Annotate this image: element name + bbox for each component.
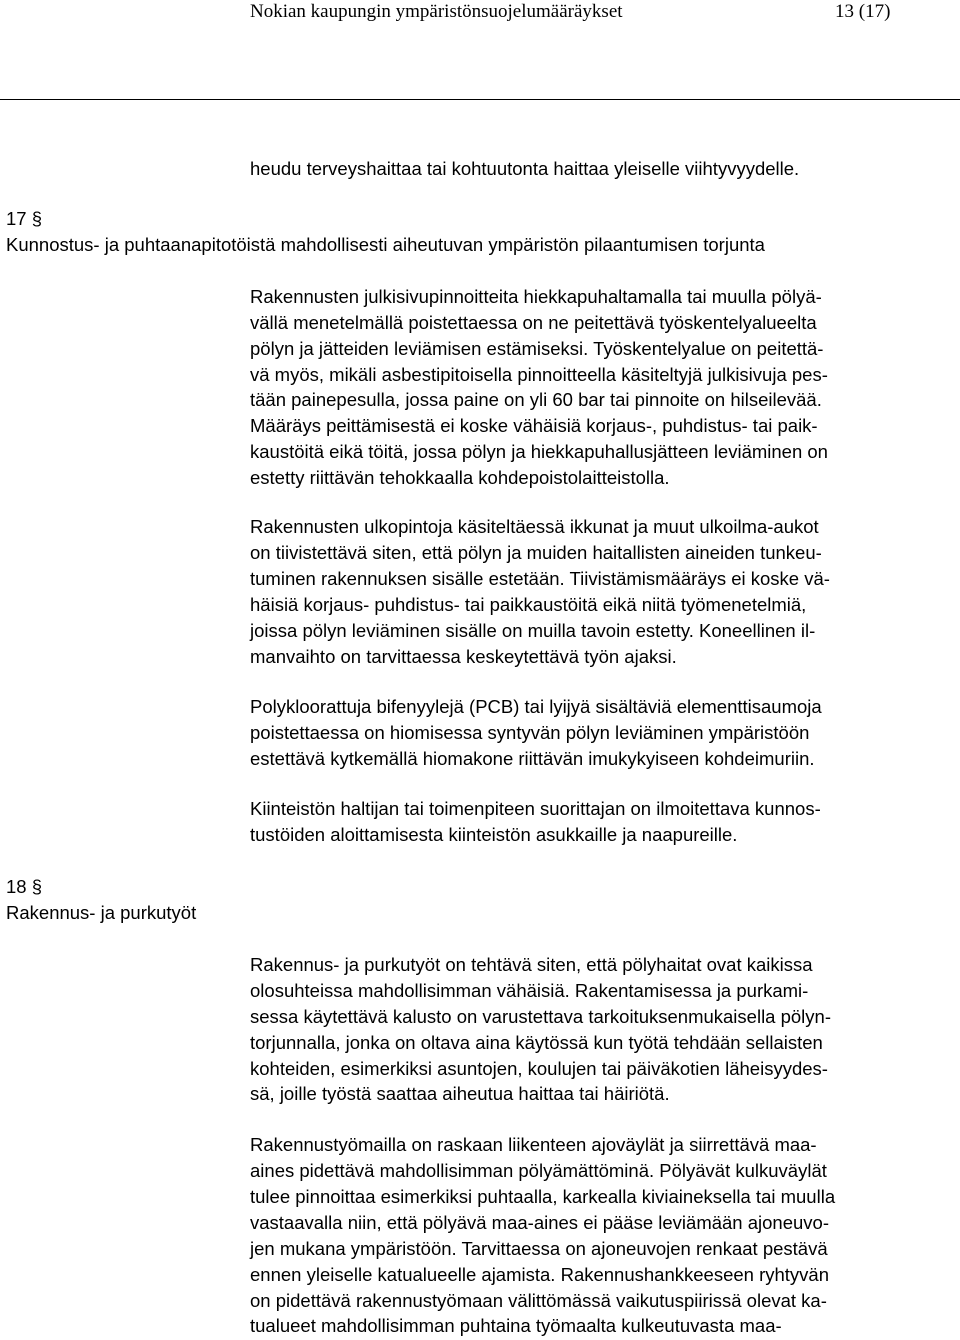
paragraph-line: manvaihto on tarvittaessa keskeytettävä työn ajaksi.	[250, 646, 677, 667]
paragraph-line: on tiivistettävä siten, että pölyn ja muiden haitallisten aineiden tunkeu-	[250, 542, 822, 563]
paragraph-line: ennen yleiselle katualueelle ajamista. Rakennushankkeeseen ryhtyvän	[250, 1264, 830, 1285]
paragraph-line: vä myös, mikäli asbestipitoisella pinnoitteella käsiteltyjä julkisivuja pes-	[250, 364, 828, 385]
paragraph-line: torjunnalla, jonka on oltava aina käytössä kun työtä tehdään sellaisten	[250, 1032, 823, 1053]
paragraph-line: sessa käytettävä kalusto on varustettava tarkoituksenmukaisella pölyn-	[250, 1006, 831, 1027]
paragraph-line: joissa pölyn leviäminen sisälle on muilla tavoin estetty. Koneellinen il-	[250, 620, 816, 641]
paragraph-line: tulee pinnoittaa esimerkiksi puhtaalla, karkealla kiviaineksella tai muulla	[250, 1186, 836, 1207]
paragraph-line: Rakennusten julkisivupinnoitteita hiekkapuhaltamalla tai muulla pölyä-	[250, 286, 822, 307]
paragraph-line: Rakennusten ulkopintoja käsiteltäessä ikkunat ja muut ulkoilma-aukot	[250, 516, 819, 537]
paragraph-line: Kiinteistön haltijan tai toimenpiteen suorittajan on ilmoitettava kunnos-	[250, 798, 821, 819]
header-divider	[0, 99, 960, 100]
section-17-number: 17 §	[6, 208, 43, 229]
page-number: 13 (17)	[835, 1, 891, 22]
paragraph-line: aines pidettävä mahdollisimman pölyämättöminä. Pölyävät kulkuväylät	[250, 1160, 827, 1181]
section-18-number: 18 §	[6, 876, 43, 897]
paragraph-line: sä, joille työstä saattaa aiheutua haittaa tai häiriötä.	[250, 1083, 670, 1104]
paragraph-line: tään painepesulla, jossa paine on yli 60 bar tai pinnoite on hilseilevää.	[250, 389, 822, 410]
paragraph-line: kaustöitä eikä töitä, jossa pölyn ja hiekkapuhallusjätteen leviäminen on	[250, 441, 828, 462]
intro-line: heudu terveyshaittaa tai kohtuutonta haittaa yleiselle viihtyvyydelle.	[250, 158, 800, 179]
paragraph-line: Rakennustyömailla on raskaan liikenteen ajoväylät ja siirrettävä maa-	[250, 1134, 817, 1155]
paragraph-line: tuminen rakennuksen sisälle estetään. Tiivistämismääräys ei koske vä-	[250, 568, 830, 589]
paragraph-line: Määräys peittämisestä ei koske vähäisiä korjaus-, puhdistus- tai paik-	[250, 415, 818, 436]
paragraph-line: vastaavalla niin, että pölyävä maa-aines ei pääse leviämään ajoneuvo-	[250, 1212, 829, 1233]
paragraph-line: häisiä korjaus- puhdistus- tai paikkaustöitä eikä niitä työmenetelmiä,	[250, 594, 807, 615]
document-title: Nokian kaupungin ympäristönsuojelumääräykset	[250, 1, 623, 22]
paragraph-line: estetty riittävän tehokkaalla kohdepoistolaitteistolla.	[250, 467, 670, 488]
paragraph-line: jen mukana ympäristöön. Tarvittaessa on ajoneuvojen renkaat pestävä	[250, 1238, 828, 1259]
section-17-title: Kunnostus- ja puhtaanapitotöistä mahdollisesti aiheutuvan ympäristön pilaantumisen torjunta	[6, 234, 765, 255]
paragraph-line: tustöiden aloittamisesta kiinteistön asukkaille ja naapureille.	[250, 824, 738, 845]
paragraph-line: kohteiden, esimerkiksi asuntojen, koulujen tai päiväkotien läheisyydes-	[250, 1058, 828, 1079]
paragraph-line: olosuhteissa mahdollisimman vähäisiä. Rakentamisessa ja purkami-	[250, 980, 809, 1001]
paragraph-line: Rakennus- ja purkutyöt on tehtävä siten, että pölyhaitat ovat kaikissa	[250, 954, 813, 975]
section-18-title: Rakennus- ja purkutyöt	[6, 902, 197, 923]
paragraph-line: tualueet mahdollisimman puhtaina työmaalta kulkeutuvasta maa-	[250, 1315, 782, 1336]
paragraph-line: pölyn ja jätteiden leviämisen estämiseksi. Työskentelyalue on peitettä-	[250, 338, 824, 359]
paragraph-line: vällä menetelmällä poistettaessa on ne peitettävä työskentelyalueelta	[250, 312, 817, 333]
paragraph-line: estettävä kytkemällä hiomakone riittävän imukykyiseen kohdeimuriin.	[250, 748, 815, 769]
paragraph-line: on pidettävä rakennustyömaan välittömässä vaikutuspiirissä olevat ka-	[250, 1290, 827, 1311]
paragraph-line: Polykloorattuja bifenyylejä (PCB) tai lyijyä sisältäviä elementtisaumoja	[250, 696, 822, 717]
paragraph-line: poistettaessa on hiomisessa syntyvän pölyn leviäminen ympäristöön	[250, 722, 810, 743]
